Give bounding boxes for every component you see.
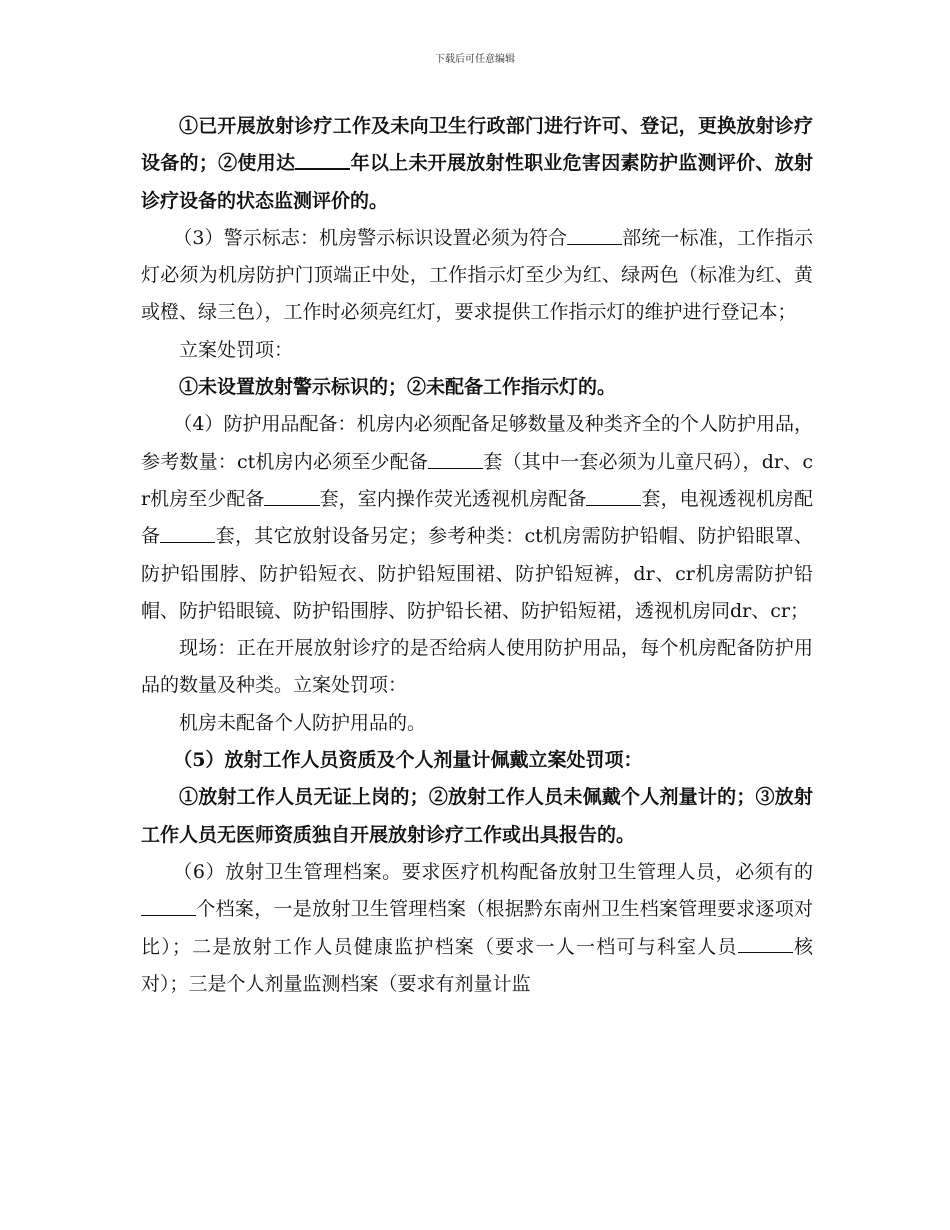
fill-in-blank — [567, 227, 622, 245]
paragraph-penalty-items-1: ①已开展放射诊疗工作及未向卫生行政部门进行许可、登记，更换放射诊疗设备的；②使用达 年以上未开展放射性职业危害因素防护监测评价、放射诊疗设备的状态监测评价的。 — [141, 115, 813, 212]
paragraph-penalty-items-4: ①放射工作人员无证上岗的；②放射工作人员未佩戴个人剂量计的；③放射工作人员无医师资质独自开展放射诊疗工作或出具报告的。 — [141, 786, 813, 846]
paragraph-penalty-heading-1: 立案处罚项： — [179, 338, 294, 361]
paragraph-protective-equipment: （4）防护用品配备：机房内必须配备足够数量及种类齐全的个人防护用品，参考数量：ct机房内必须至少配备 套（其中一套必须为儿童尺码），dr、cr机房至少配备 套，室内操作荧光透视机房配备 套，电视透视机房配备 套，其它放射设备另定；参考种类：ct机房需防护铅帽、防护铅眼罩、防护铅围脖、防护铅短衣、防护铅短围裙、防护铅短裤，dr、cr机房需防护铅帽、防护铅眼镜、防护铅围脖、防护铅长裙、防护铅短裙，透视机房同dr、cr； — [141, 413, 814, 622]
fill-in-blank — [264, 488, 319, 506]
fill-in-blank — [428, 451, 483, 469]
page-header: 下载后可任意编辑 — [435, 54, 515, 65]
paragraph-onsite-check: 现场：正在开展放射诊疗的是否给病人使用防护用品，每个机房配备防护用品的数量及种类。立案处罚项： — [141, 637, 813, 697]
paragraph-management-archives: （6）放射卫生管理档案。要求医疗机构配备放射卫生管理人员，必须有的个档案，一是放射卫生管理档案（根据黔东南州卫生档案管理要求逐项对比）；二是放射工作人员健康监护档案（要求一人一档可与科室人员 核对）；三是个人剂量监测档案（要求有剂量计监 — [141, 860, 813, 995]
fill-in-blank — [738, 935, 793, 953]
paragraph-penalty-items-2: ①未设置放射警示标识的；②未配备工作指示灯的。 — [179, 376, 617, 399]
fill-in-blank — [295, 151, 350, 170]
fill-in-blank — [160, 525, 215, 543]
paragraph-staff-qualification-heading: （5）放射工作人员资质及个人剂量计佩戴立案处罚项： — [173, 749, 643, 772]
fill-in-blank — [141, 898, 196, 916]
document-body — [141, 108, 813, 1003]
paragraph-penalty-items-3: 机房未配备个人防护用品的。 — [179, 711, 427, 734]
paragraph-warning-signs: （3）警示标志：机房警示标识设置必须为符合 部统一标准，工作指示灯必须为机房防护门顶端正中处，工作指示灯至少为红、绿两色（标准为红、黄或橙、绿三色），工作时必须亮红灯，要求提供工作指示灯的维护进行登记本； — [141, 226, 813, 324]
fill-in-blank — [586, 488, 641, 506]
